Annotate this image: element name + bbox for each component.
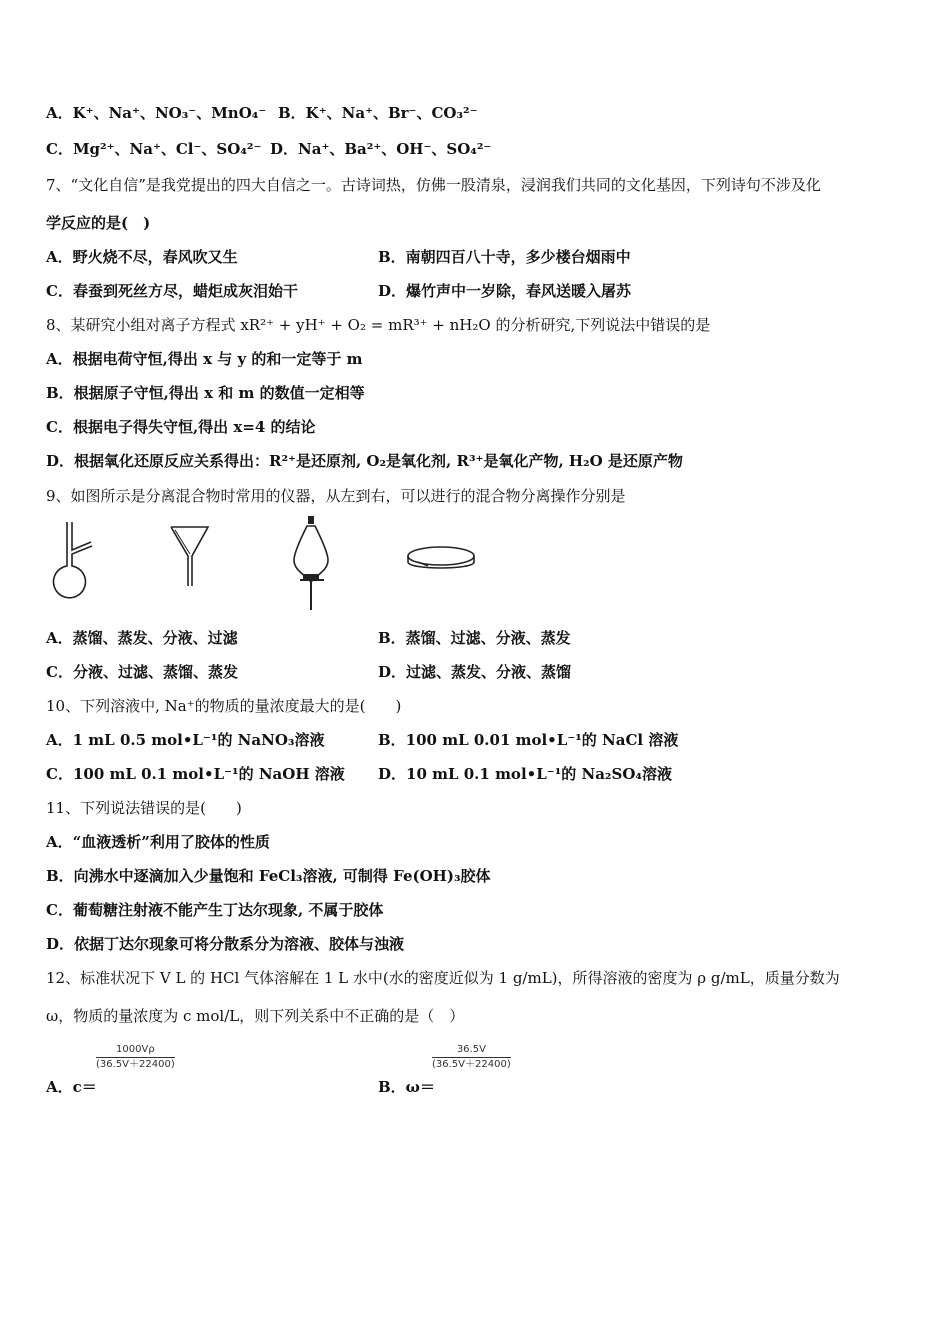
q12-option-a-numerator: 1000Vρ	[96, 1043, 175, 1058]
q11-option-d: D．依据丁达尔现象可将分散系分为溶液、胶体与浊液	[46, 935, 405, 953]
q8-option-a: A．根据电荷守恒,得出 x 与 y 的和一定等于 m	[46, 350, 363, 368]
q9-option-d: D．过滤、蒸发、分液、蒸馏	[378, 663, 572, 681]
q10-option-b: B．100 mL 0.01 mol•L⁻¹的 NaCl 溶液	[378, 731, 679, 749]
evaporating-dish-icon	[404, 542, 478, 578]
q12-option-b-denominator: (36.5V＋22400)	[432, 1059, 511, 1070]
q7-stem-line2: 学反应的是( )	[46, 214, 151, 232]
q12-option-b-numerator: 36.5V	[432, 1043, 511, 1058]
q10-option-c: C．100 mL 0.1 mol•L⁻¹的 NaOH 溶液	[46, 765, 345, 783]
q11-option-a: A．“血液透析”利用了胶体的性质	[46, 833, 270, 851]
q9-option-c: C．分液、过滤、蒸馏、蒸发	[46, 663, 238, 681]
q7-stem-line1: 7、“文化自信”是我党提出的四大自信之一。古诗词热，仿佛一股清泉，浸润我们共同的文化基因，下列诗句不涉及化	[46, 176, 821, 194]
q12-option-a-label: A．c＝	[46, 1078, 97, 1096]
q7-option-d: D．爆竹声中一岁除，春风送暖入屠苏	[378, 282, 632, 300]
q7-option-a: A．野火烧不尽，春风吹又生	[46, 248, 238, 266]
funnel-icon	[168, 524, 212, 590]
q11-stem: 11、下列说法错误的是( )	[46, 799, 242, 817]
q11-option-b: B．向沸水中逐滴加入少量饱和 FeCl₃溶液, 可制得 Fe(OH)₃胶体	[46, 867, 491, 885]
q9-stem: 9、如图所示是分离混合物时常用的仪器，从左到右，可以进行的混合物分离操作分别是	[46, 487, 626, 505]
q12-option-b-fraction	[432, 1043, 511, 1072]
q6-option-c: C．Mg²⁺、Na⁺、Cl⁻、SO₄²⁻	[46, 140, 262, 158]
q8-option-d: D．根据氧化还原反应关系得出：R²⁺是还原剂, O₂是氧化剂, R³⁺是氧化产物, H₂O 是还原产物	[46, 452, 683, 470]
q12-stem-line1: 12、标准状况下 V L 的 HCl 气体溶解在 1 L 水中(水的密度近似为 1 g/mL)，所得溶液的密度为 ρ g/mL，质量分数为	[46, 969, 840, 987]
q12-option-a-fraction	[96, 1043, 175, 1072]
q7-option-b: B．南朝四百八十寺，多少楼台烟雨中	[378, 248, 631, 266]
q8-option-c: C．根据电子得失守恒,得出 x=4 的结论	[46, 418, 316, 436]
q6-option-b: B．K⁺、Na⁺、Br⁻、CO₃²⁻	[278, 104, 478, 122]
separatory-funnel-icon	[290, 514, 332, 614]
distillation-flask-icon	[42, 520, 98, 606]
q8-stem: 8、某研究小组对离子方程式 xR²⁺ + yH⁺ + O₂ = mR³⁺ + nH₂O 的分析研究,下列说法中错误的是	[46, 316, 711, 334]
q11-option-c: C．葡萄糖注射液不能产生丁达尔现象, 不属于胶体	[46, 901, 384, 919]
q7-option-c: C．春蚕到死丝方尽，蜡炬成灰泪始干	[46, 282, 298, 300]
q10-option-a: A．1 mL 0.5 mol•L⁻¹的 NaNO₃溶液	[46, 731, 325, 749]
q6-option-a: A．K⁺、Na⁺、NO₃⁻、MnO₄⁻	[46, 104, 267, 122]
q12-option-b-label: B．ω＝	[378, 1078, 435, 1096]
q10-stem: 10、下列溶液中, Na⁺的物质的量浓度最大的是( )	[46, 697, 402, 715]
q9-option-b: B．蒸馏、过滤、分液、蒸发	[378, 629, 571, 647]
q10-option-d: D．10 mL 0.1 mol•L⁻¹的 Na₂SO₄溶液	[378, 765, 672, 783]
q6-option-d: D．Na⁺、Ba²⁺、OH⁻、SO₄²⁻	[270, 140, 492, 158]
q12-option-a-denominator: (36.5V＋22400)	[96, 1059, 175, 1070]
q9-option-a: A．蒸馏、蒸发、分液、过滤	[46, 629, 238, 647]
q8-option-b: B．根据原子守恒,得出 x 和 m 的数值一定相等	[46, 384, 365, 402]
q12-stem-line2: ω，物质的量浓度为 c mol/L，则下列关系中不正确的是（ ）	[46, 1007, 465, 1025]
